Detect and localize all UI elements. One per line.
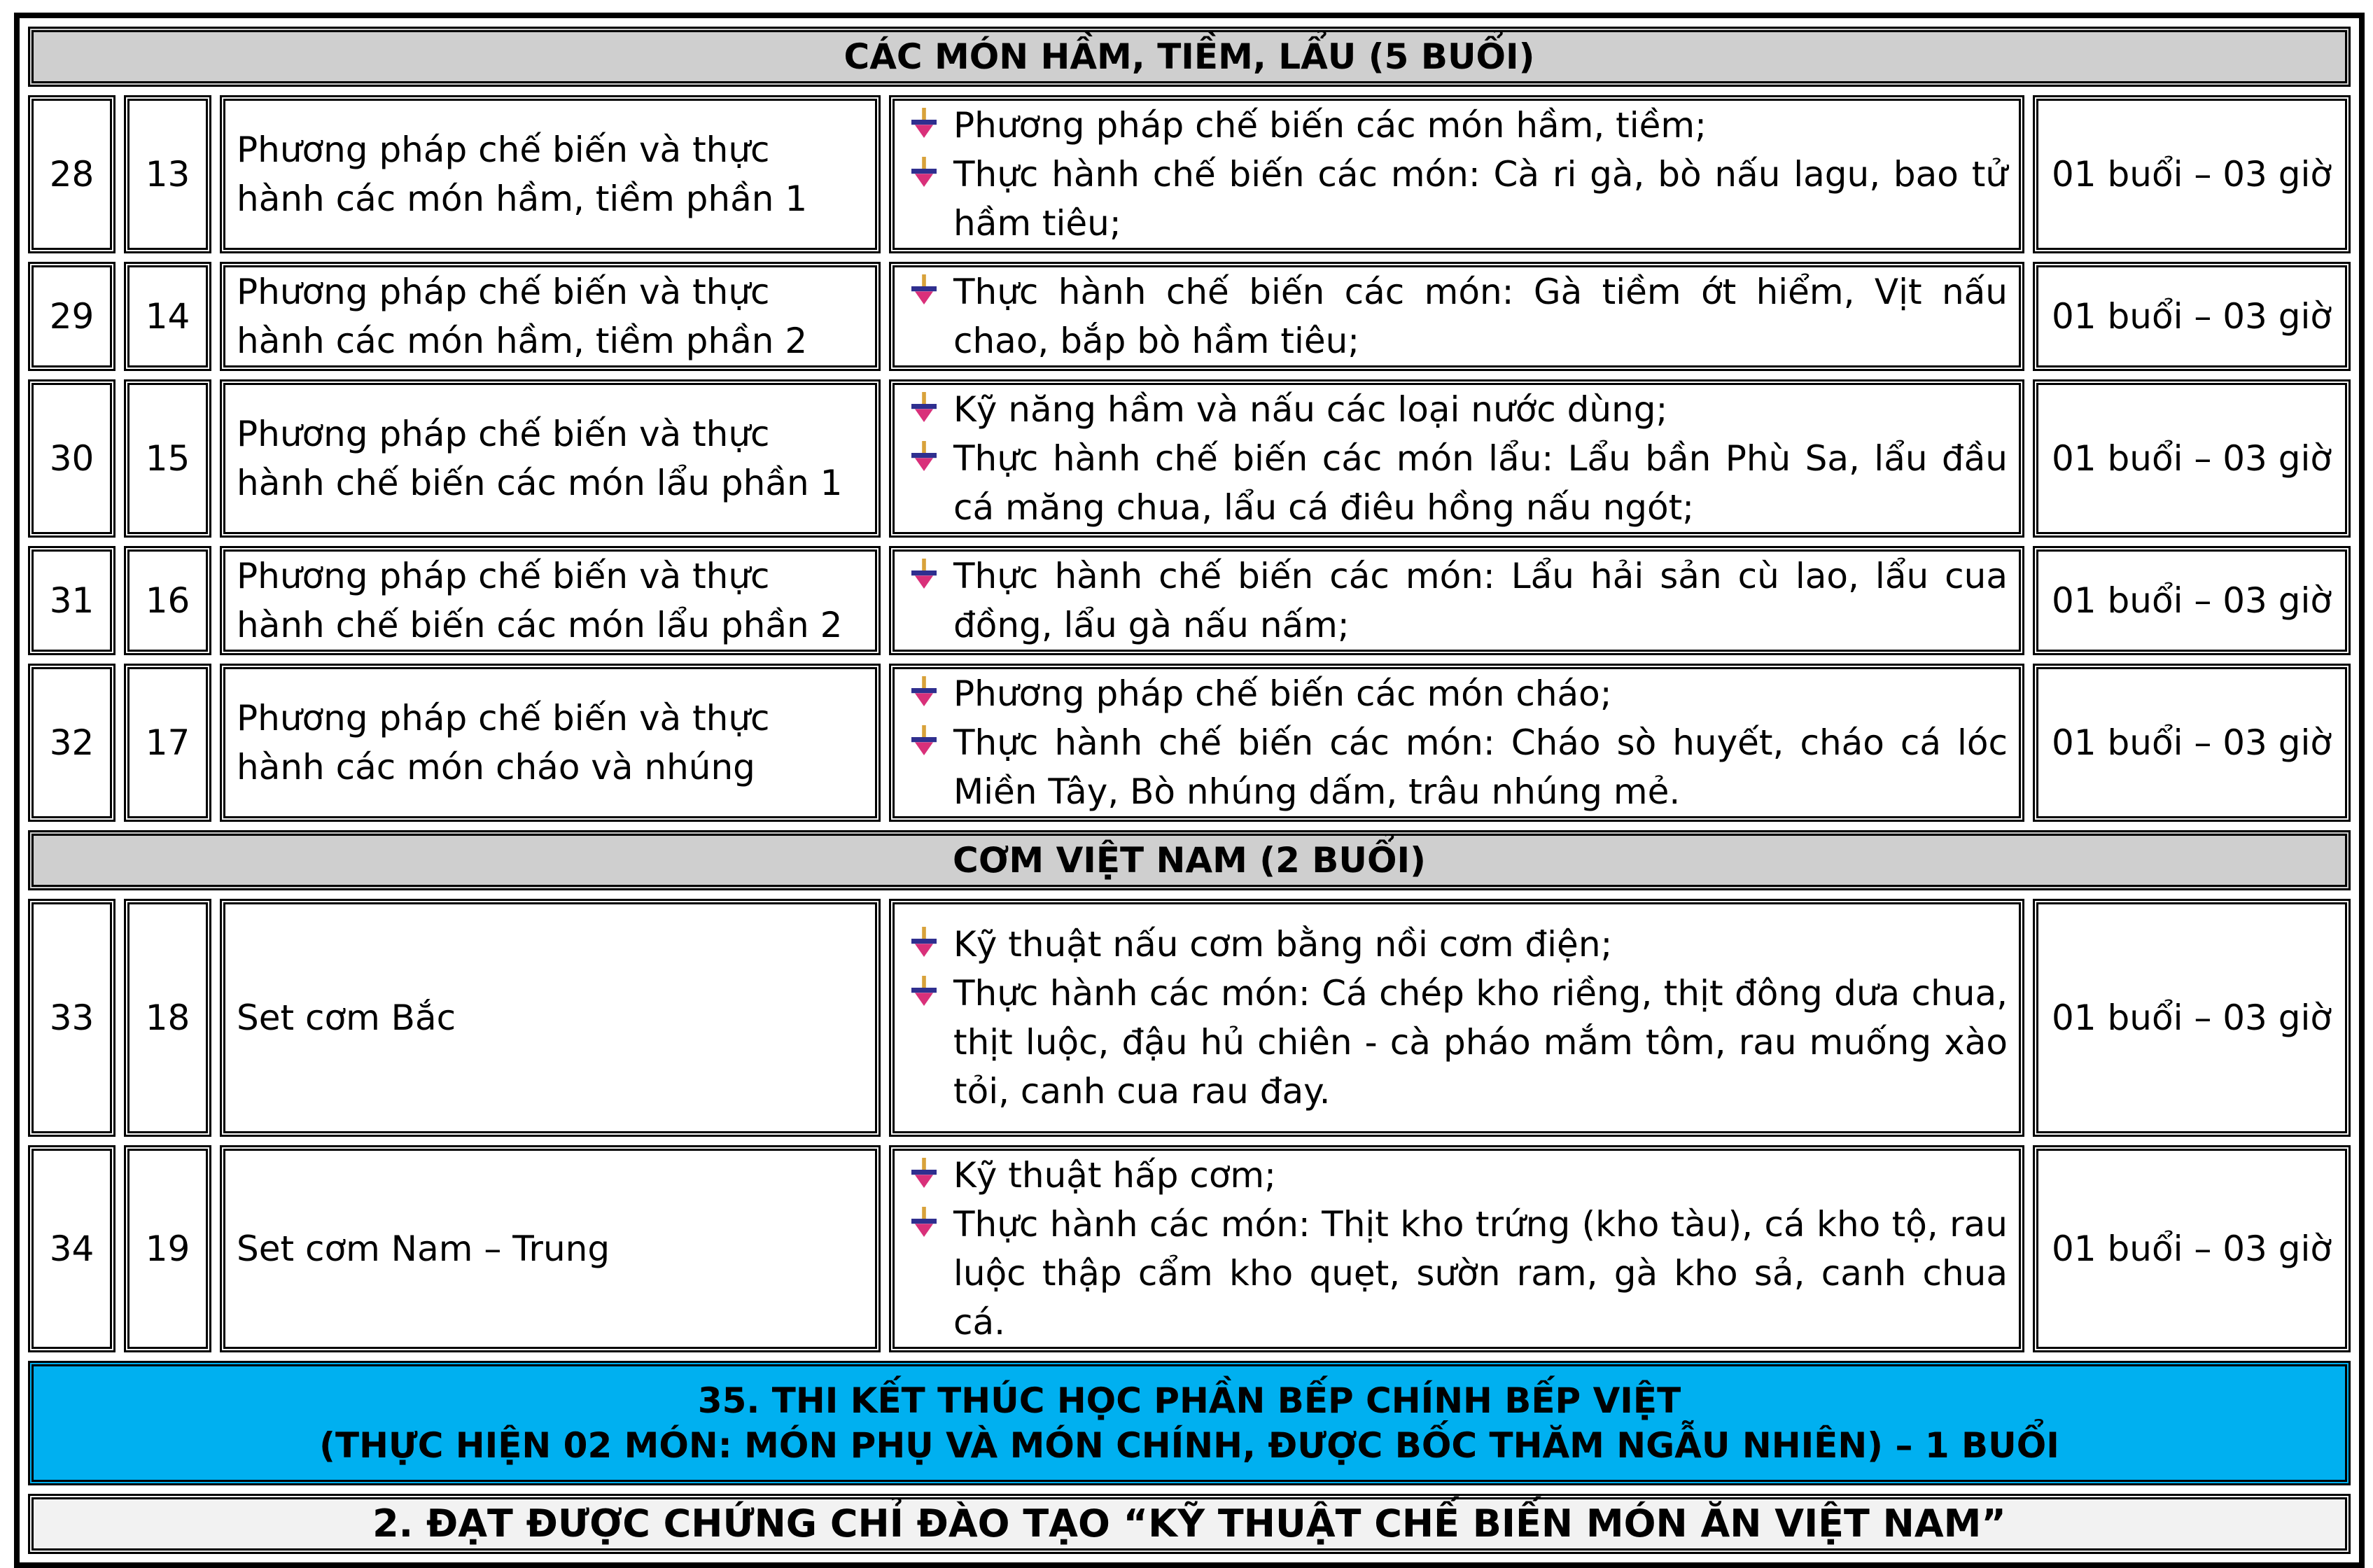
row-number: 32 <box>28 664 115 822</box>
certificate-banner: 2. ĐẠT ĐƯỢC CHỨNG CHỈ ĐÀO TẠO “KỸ THUẬT CHẾ BIẾN MÓN ĂN VIỆT NAM” <box>28 1494 2351 1554</box>
content-list <box>904 385 2008 532</box>
list-item <box>904 101 2008 150</box>
duration: 01 buổi – 03 giờ <box>2033 664 2351 822</box>
lesson-title: Set cơm Bắc <box>220 899 881 1137</box>
table-row <box>28 899 2351 1137</box>
list-item-text: Kỹ thuật nấu cơm bằng nồi cơm điện; <box>953 924 1613 965</box>
exam-row <box>28 1361 2351 1485</box>
table-row <box>28 379 2351 538</box>
arrow-down-bullet-icon <box>910 274 938 305</box>
content-list <box>904 267 2008 365</box>
row-number: 34 <box>28 1145 115 1352</box>
certificate-row <box>28 1494 2351 1554</box>
arrow-down-bullet-icon <box>910 1207 938 1238</box>
list-item <box>904 718 2008 816</box>
list-item <box>904 669 2008 718</box>
lesson-title: Phương pháp chế biến và thực hành chế biến các món lẩu phần 2 <box>220 546 881 655</box>
list-item <box>904 969 2008 1116</box>
duration: 01 buổi – 03 giờ <box>2033 262 2351 371</box>
final-exam-banner <box>28 1361 2351 1485</box>
lesson-number: 18 <box>124 899 211 1137</box>
lesson-title: Phương pháp chế biến và thực hành các món hầm, tiềm phần 1 <box>220 95 881 253</box>
list-item <box>904 150 2008 248</box>
table-row <box>28 664 2351 822</box>
lesson-number: 13 <box>124 95 211 253</box>
lesson-number: 14 <box>124 262 211 371</box>
duration: 01 buổi – 03 giờ <box>2033 379 2351 538</box>
arrow-down-bullet-icon <box>910 927 938 958</box>
list-item <box>904 1151 2008 1200</box>
list-item <box>904 1200 2008 1347</box>
list-item-text: Kỹ thuật hấp cơm; <box>953 1155 1276 1196</box>
section-heading: CÁC MÓN HẦM, TIỀM, LẨU (5 BUỔI) <box>28 27 2351 87</box>
curriculum-table <box>14 13 2365 1568</box>
content-list <box>904 669 2008 816</box>
row-number: 33 <box>28 899 115 1137</box>
arrow-down-bullet-icon <box>910 441 938 472</box>
arrow-down-bullet-icon <box>910 108 938 139</box>
row-number: 28 <box>28 95 115 253</box>
row-number: 31 <box>28 546 115 655</box>
list-item <box>904 267 2008 365</box>
lesson-number: 19 <box>124 1145 211 1352</box>
duration: 01 buổi – 03 giờ <box>2033 546 2351 655</box>
list-item-text: Phương pháp chế biến các món hầm, tiềm; <box>953 105 1707 146</box>
list-item-text: Thực hành chế biến các món: Cà ri gà, bò nấu lagu, bao tử hầm tiêu; <box>953 154 2008 244</box>
table-row <box>28 95 2351 253</box>
table-row <box>28 262 2351 371</box>
lesson-number: 16 <box>124 546 211 655</box>
arrow-down-bullet-icon <box>910 1158 938 1189</box>
list-item <box>904 385 2008 434</box>
duration: 01 buổi – 03 giờ <box>2033 899 2351 1137</box>
table-row <box>28 1145 2351 1352</box>
content-list <box>904 1151 2008 1347</box>
section-heading: CƠM VIỆT NAM (2 BUỔI) <box>28 830 2351 890</box>
duration: 01 buổi – 03 giờ <box>2033 95 2351 253</box>
table-row <box>28 546 2351 655</box>
lesson-number: 17 <box>124 664 211 822</box>
lesson-content <box>889 1145 2024 1352</box>
list-item-text: Thực hành chế biến các món: Lẩu hải sản cù lao, lẩu cua đồng, lẩu gà nấu nấm; <box>953 556 2008 645</box>
lesson-number: 15 <box>124 379 211 538</box>
list-item-text: Thực hành chế biến các món lẩu: Lẩu bần Phù Sa, lẩu đầu cá măng chua, lẩu cá điêu hồng nấu ngót; <box>953 438 2008 528</box>
list-item-text: Kỹ năng hầm và nấu các loại nước dùng; <box>953 389 1668 430</box>
section-header-row <box>28 830 2351 890</box>
arrow-down-bullet-icon <box>910 157 938 188</box>
content-list <box>904 101 2008 248</box>
duration: 01 buổi – 03 giờ <box>2033 1145 2351 1352</box>
lesson-content <box>889 899 2024 1137</box>
lesson-title: Phương pháp chế biến và thực hành các món hầm, tiềm phần 2 <box>220 262 881 371</box>
exam-subtitle: (THỰC HIỆN 02 MÓN: MÓN PHỤ VÀ MÓN CHÍNH, ĐƯỢC BỐC THĂM NGẪU NHIÊN) – 1 BUỔI <box>319 1425 2059 1466</box>
arrow-down-bullet-icon <box>910 392 938 423</box>
lesson-content <box>889 546 2024 655</box>
arrow-down-bullet-icon <box>910 676 938 707</box>
list-item <box>904 434 2008 532</box>
lesson-title: Phương pháp chế biến và thực hành chế biến các món lẩu phần 1 <box>220 379 881 538</box>
exam-title: 35. THI KẾT THÚC HỌC PHẦN BẾP CHÍNH BẾP VIỆT <box>697 1380 1681 1421</box>
lesson-title: Set cơm Nam – Trung <box>220 1145 881 1352</box>
list-item <box>904 920 2008 969</box>
list-item <box>904 552 2008 650</box>
lesson-content <box>889 95 2024 253</box>
lesson-title: Phương pháp chế biến và thực hành các món cháo và nhúng <box>220 664 881 822</box>
content-list <box>904 920 2008 1116</box>
list-item-text: Phương pháp chế biến các món cháo; <box>953 673 1612 714</box>
arrow-down-bullet-icon <box>910 559 938 589</box>
list-item-text: Thực hành chế biến các món: Cháo sò huyết, cháo cá lóc Miền Tây, Bò nhúng dấm, trâu nhúng mẻ. <box>953 722 2008 812</box>
list-item-text: Thực hành các món: Cá chép kho riềng, thịt đông dưa chua, thịt luộc, đậu hủ chiên - cà pháo mắm tôm, rau muống xào tỏi, canh cua rau đay. <box>953 973 2008 1112</box>
lesson-content <box>889 262 2024 371</box>
section-header-row <box>28 27 2351 87</box>
arrow-down-bullet-icon <box>910 725 938 756</box>
list-item-text: Thực hành chế biến các món: Gà tiềm ớt hiểm, Vịt nấu chao, bắp bò hầm tiêu; <box>953 272 2008 361</box>
lesson-content <box>889 664 2024 822</box>
row-number: 30 <box>28 379 115 538</box>
content-list <box>904 552 2008 650</box>
list-item-text: Thực hành các món: Thịt kho trứng (kho tàu), cá kho tộ, rau luộc thập cẩm kho quẹt, sườn ram, gà kho sả, canh chua cá. <box>953 1204 2008 1343</box>
lesson-content <box>889 379 2024 538</box>
arrow-down-bullet-icon <box>910 976 938 1007</box>
row-number: 29 <box>28 262 115 371</box>
